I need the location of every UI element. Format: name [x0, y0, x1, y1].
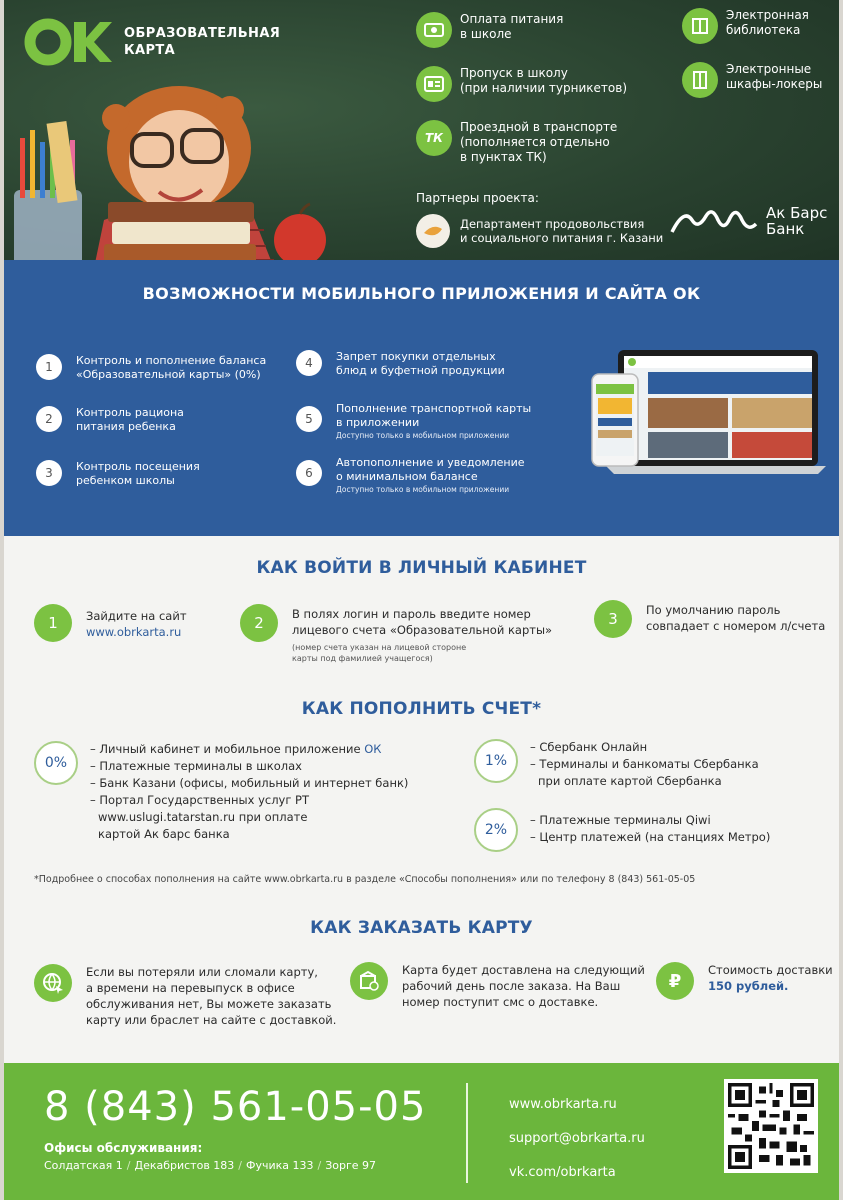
- logo-line-2: КАРТА: [124, 43, 176, 58]
- topup-item: – Сбербанк Онлайн: [530, 740, 648, 754]
- offices-title: Офисы обслуживания:: [44, 1141, 203, 1155]
- fee-0-badge: 0%: [34, 741, 78, 785]
- topup-item-sub: картой Ак барс банка: [98, 827, 230, 841]
- feature-line: Электронные: [726, 62, 812, 76]
- fee-2-badge: 2%: [474, 808, 518, 852]
- step-note: карты под фамилией учащегося): [292, 654, 433, 663]
- app-item-line: Автопополнение и уведомление: [336, 456, 525, 469]
- app-item-line: Контроль и пополнение баланса: [76, 354, 267, 367]
- app-section-title: ВОЗМОЖНОСТИ МОБИЛЬНОГО ПРИЛОЖЕНИЯ И САЙТА ОК: [142, 284, 701, 303]
- delivery-price: 150 рублей.: [708, 979, 789, 993]
- devices-mockup-illustration: [588, 346, 828, 486]
- header-banner: [4, 0, 839, 268]
- order-item-2: [350, 962, 645, 1010]
- app-item-line: ребенком школы: [76, 474, 175, 487]
- ruble-icon: [656, 962, 694, 1000]
- feature-line: Электронная: [726, 8, 809, 22]
- akbars-line: Ак Барс: [766, 204, 828, 222]
- step-text: совпадает с номером л/счета: [646, 619, 826, 633]
- app-item-line: Контроль посещения: [76, 460, 200, 473]
- food-department-logo-icon: [416, 214, 450, 248]
- logo: [24, 18, 280, 66]
- app-item-1: [36, 354, 266, 382]
- login-title: КАК ВОЙТИ В ЛИЧНЫЙ КАБИНЕТ: [256, 558, 587, 578]
- number-badge: 6: [296, 460, 322, 486]
- step-number-badge: 3: [594, 600, 632, 638]
- locker-icon: [682, 62, 718, 98]
- qr-code-icon[interactable]: [724, 1079, 818, 1173]
- tk-mark: ТК: [425, 131, 443, 145]
- logo-text: [124, 25, 280, 59]
- step-text: лицевого счета «Образовательной карты»: [292, 623, 553, 637]
- offices-list: [44, 1159, 376, 1172]
- feature-locker: [682, 62, 822, 98]
- email-link[interactable]: support@obrkarta.ru: [509, 1131, 645, 1146]
- akbars-logo-icon: [670, 206, 758, 236]
- office-address: Фучика 133: [246, 1159, 314, 1172]
- step-text: Зайдите на сайт: [86, 609, 187, 623]
- app-item-note: Доступно только в мобильном приложении: [336, 485, 510, 494]
- feature-transport: [416, 120, 617, 165]
- feature-line: в школе: [460, 27, 512, 41]
- feature-food-payment: [416, 12, 563, 48]
- app-item-line: питания ребенка: [76, 420, 176, 433]
- akbars-line: Банк: [766, 220, 805, 238]
- topup-item: – Центр платежей (на станциях Метро): [530, 830, 771, 844]
- feature-line: (пополняется отдельно: [460, 135, 610, 149]
- order-title: КАК ЗАКАЗАТЬ КАРТУ: [310, 918, 533, 938]
- step-number-badge: 2: [240, 604, 278, 642]
- partner-food-department: [416, 214, 663, 248]
- topup-item-sub: www.uslugi.tatarstan.ru при оплате: [98, 810, 308, 824]
- topup-item: – Платежные терминалы Qiwi: [530, 813, 711, 827]
- globe-click-icon: [34, 964, 72, 1002]
- order-text: Если вы потеряли или сломали карту,: [86, 965, 318, 979]
- order-text: рабочий день после заказа. На Ваш: [402, 979, 621, 993]
- app-item-5: [296, 402, 531, 441]
- footer-divider: [466, 1083, 468, 1183]
- office-separator: /: [317, 1159, 322, 1172]
- step-note: (номер счета указан на лицевой стороне: [292, 643, 467, 652]
- number-badge: 3: [36, 460, 62, 486]
- partners-title: Партнеры проекта:: [416, 191, 539, 205]
- app-item-6: [296, 456, 525, 495]
- office-separator: /: [126, 1159, 131, 1172]
- girl-with-books-illustration: [4, 70, 394, 268]
- feature-library: [682, 8, 809, 44]
- topup-item-sub: при оплате картой Сбербанка: [538, 774, 722, 788]
- partner-line: и социального питания г. Казани: [460, 231, 664, 245]
- footer: [4, 1063, 839, 1200]
- order-text: обслуживания нет, Вы можете заказать: [86, 997, 332, 1011]
- food-payment-icon: [416, 12, 452, 48]
- feature-line: в пунктах ТК): [460, 150, 547, 164]
- topup-list-1: [530, 739, 759, 790]
- office-address: Декабристов 183: [134, 1159, 235, 1172]
- order-text: Стоимость доставки: [708, 963, 833, 977]
- feature-line: Пропуск в школу: [460, 66, 568, 80]
- feature-line: библиотека: [726, 23, 801, 37]
- vk-link[interactable]: vk.com/obrkarta: [509, 1165, 616, 1180]
- step-text: В полях логин и пароль введите номер: [292, 607, 531, 621]
- office-address: Солдатская 1: [44, 1159, 123, 1172]
- topup-item: – Терминалы и банкоматы Сбербанка: [530, 757, 759, 771]
- feature-school-pass: [416, 66, 627, 102]
- app-item-line: Контроль рациона: [76, 406, 184, 419]
- topup-item: – Банк Казани (офисы, мобильный и интернет банк): [90, 776, 409, 790]
- number-badge: 2: [36, 406, 62, 432]
- topup-item-text: – Личный кабинет и мобильное приложение: [90, 742, 365, 756]
- login-step-1: [34, 604, 187, 642]
- phone-number[interactable]: 8 (843) 561-05-05: [44, 1084, 427, 1130]
- app-item-line: Пополнение транспортной карты: [336, 402, 532, 415]
- app-features-section: [4, 260, 839, 536]
- topup-item: – Портал Государственных услуг РТ: [90, 793, 310, 807]
- office-separator: /: [238, 1159, 243, 1172]
- app-item-line: в приложении: [336, 416, 420, 429]
- website-link[interactable]: www.obrkarta.ru: [509, 1097, 617, 1112]
- feature-line: шкафы-локеры: [726, 77, 823, 91]
- topup-list-0: [90, 741, 408, 843]
- logo-line-1: ОБРАЗОВАТЕЛЬНАЯ: [124, 26, 281, 41]
- ok-word: ОК: [364, 742, 382, 756]
- order-text: Карта будет доставлена на следующий: [402, 963, 645, 977]
- number-badge: 1: [36, 354, 62, 380]
- partner-akbars-bank: [670, 205, 827, 237]
- app-item-3: [36, 460, 200, 488]
- partner-line: Департамент продовольствия: [460, 217, 645, 231]
- login-step-2: [240, 604, 552, 664]
- site-link[interactable]: www.obrkarta.ru: [86, 625, 182, 639]
- number-badge: 5: [296, 406, 322, 432]
- order-item-1: [34, 964, 336, 1028]
- order-text: номер поступит смс о доставке.: [402, 995, 599, 1009]
- app-item-line: о минимальном балансе: [336, 470, 478, 483]
- step-number-badge: 1: [34, 604, 72, 642]
- app-item-note: Доступно только в мобильном приложении: [336, 431, 510, 440]
- app-item-line: «Образовательной карты» (0%): [76, 368, 261, 381]
- order-text: карту или браслет на сайте с доставкой.: [86, 1013, 337, 1027]
- login-step-3: [594, 600, 825, 638]
- order-item-3: [656, 962, 833, 1000]
- school-pass-icon: [416, 66, 452, 102]
- topup-list-2: [530, 812, 770, 846]
- app-item-4: [296, 350, 505, 378]
- app-item-2: [36, 406, 184, 434]
- ruble-glyph: ₽: [668, 970, 682, 992]
- topup-item: – Платежные терминалы в школах: [90, 759, 302, 773]
- app-item-line: блюд и буфетной продукции: [336, 364, 505, 377]
- ok-logo-icon: [24, 18, 112, 66]
- topup-footnote: *Подробнее о способах пополнения на сайте www.obrkarta.ru в разделе «Способы пополнения» или по телефону 8 (843) 561-05-05: [34, 874, 696, 885]
- fee-1-badge: 1%: [474, 739, 518, 783]
- library-icon: [682, 8, 718, 44]
- topup-item: [90, 741, 408, 758]
- office-address: Зорге 97: [325, 1159, 377, 1172]
- step-text: По умолчанию пароль: [646, 603, 781, 617]
- feature-line: (при наличии турникетов): [460, 81, 627, 95]
- flyer-sheet: [4, 0, 839, 1200]
- tk-transport-icon: [416, 120, 452, 156]
- app-item-line: Запрет покупки отдельных: [336, 350, 496, 363]
- order-text: а времени на перевыпуск в офисе: [86, 981, 295, 995]
- feature-line: Проездной в транспорте: [460, 120, 618, 134]
- footer-links: [509, 1088, 645, 1190]
- topup-title: КАК ПОПОЛНИТЬ СЧЕТ*: [301, 699, 542, 719]
- delivery-box-icon: [350, 962, 388, 1000]
- number-badge: 4: [296, 350, 322, 376]
- feature-line: Оплата питания: [460, 12, 564, 26]
